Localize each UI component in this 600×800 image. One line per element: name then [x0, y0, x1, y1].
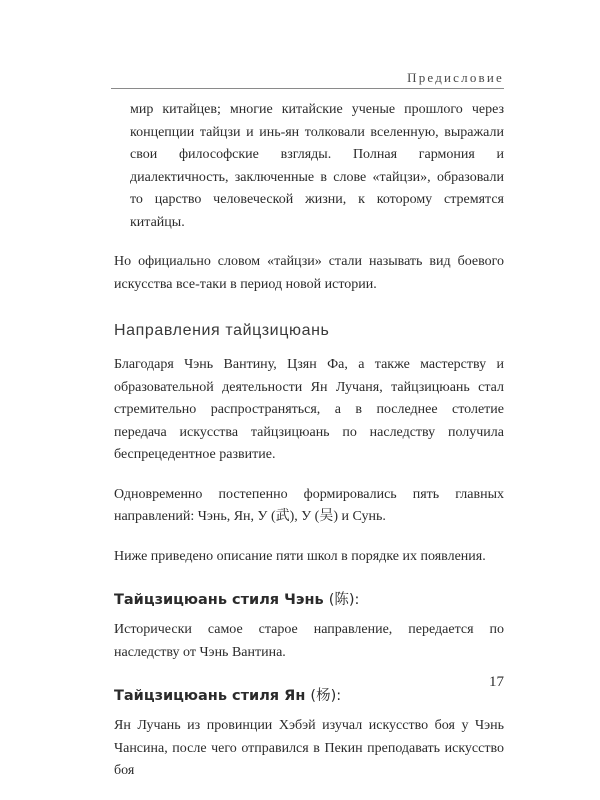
header-divider	[111, 88, 504, 89]
paragraph-1: Но официально словом «тайцзи» стали называть вид боевого искусства все-таки в период новой истории.	[114, 254, 504, 292]
subhead-yang-text: Тайцзицюань стиля Ян	[114, 688, 306, 704]
paragraph-4: Ниже приведено описание пяти школ в порядке их появления.	[114, 548, 486, 564]
subhead-chen-character: (陈):	[328, 592, 360, 608]
running-header: Предисловие	[407, 70, 504, 85]
paragraph-6: Ян Лучань из провинции Хэбэй изучал искусство боя у Чэнь Чансина, после чего отправился в Пекин преподавать искусство боя	[114, 718, 504, 778]
section-title: Направления тайцзицюань	[114, 322, 330, 339]
subhead-yang-style	[114, 684, 504, 705]
page-number: 17	[489, 674, 504, 690]
subhead-chen-style	[114, 588, 504, 609]
subhead-chen-text: Тайцзицюань стиля Чэнь	[114, 592, 324, 608]
quote-paragraph: мир китайцев; многие китайские ученые прошлого через концепции тайцзи и инь-ян толковали вселенную, выражали свои философские взгляды. Полная гармония и диалектичность, заключенные в слове «тайцзи», образовали то царство человеческой жизни, к которому стремятся китайцы.	[130, 102, 504, 230]
paragraph-3: Одновременно постепенно формировались пять главных направлений: Чэнь, Ян, У (武), У (吴) и Сунь.	[114, 486, 504, 524]
page-content	[114, 99, 504, 800]
subhead-yang-character: (杨):	[310, 688, 342, 704]
paragraph-2: Благодаря Чэнь Вантину, Цзян Фа, а также мастерству и образовательной деятельности Ян Лучаня, тайцзицюань стал стремительно распространяться, а в последнее столетие передача искусства тайцзицюань по наследству получила беспрецедентное развитие.	[114, 357, 504, 462]
paragraph-5: Исторически самое старое направление, передается по наследству от Чэнь Вантина.	[114, 622, 504, 660]
